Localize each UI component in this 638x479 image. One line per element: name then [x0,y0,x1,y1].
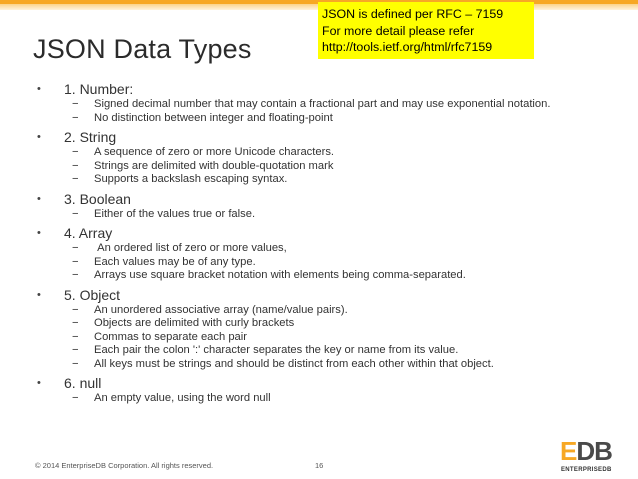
bullet-list [0,81,600,410]
sub-item [72,255,574,270]
logo-letters [560,436,612,467]
sub-item [72,357,574,372]
topic-label: 3. Boolean [64,190,131,207]
topic-item [0,81,600,125]
sub-item [72,392,574,406]
sub-item [72,303,574,318]
sub-item [72,159,574,174]
bullet-icon: • [37,227,41,239]
sub-item [72,317,574,331]
dash-icon: − [72,146,79,158]
sub-item [72,173,574,187]
sub-item-text: Signed decimal number that may contain a fractional part and may use exponential notation. [94,98,551,110]
dash-icon: − [72,255,79,268]
sub-item [72,98,574,112]
bullet-icon: • [37,131,41,143]
sub-item-text: Arrays use square bracket notation with elements being comma-separated. [94,269,466,281]
topic-item [0,191,600,222]
topic-label: 2. String [64,129,117,145]
sub-item [72,344,574,358]
page-number: 16 [315,461,324,470]
dash-icon: − [72,173,79,185]
dash-icon: − [72,159,79,172]
dash-icon: − [72,242,79,254]
sub-item [72,146,574,160]
bullet-icon: • [37,83,41,95]
sub-item-text: Commas to separate each pair [94,330,247,343]
topic-label: 6. null [64,375,102,391]
topic-item [0,129,600,187]
sub-item-text: An ordered list of zero or more values, [94,242,287,254]
sub-item-text: Strings are delimited with double-quotation mark [94,159,334,172]
callout-link-text: http://tools.ietf.org/html/rfc7159 [322,40,493,54]
dash-icon: − [72,344,79,356]
sub-item-text: A sequence of zero or more Unicode characters. [94,146,335,158]
sub-item [72,207,574,222]
topic-label: 5. Object [64,286,121,303]
topic-item [0,375,600,406]
sub-item-text: No distinction between integer and floating-point [94,111,333,124]
rfc-callout-box [318,2,534,59]
sub-item [72,330,574,345]
logo-letter-e: E [560,436,577,466]
dash-icon: − [72,111,79,124]
sub-item-text: Each pair the colon ':' character separates the key or name from its value. [94,344,459,356]
topic-label: 4. Array [64,225,113,241]
sub-item-text: An unordered associative array (name/value pairs). [94,303,348,316]
sub-item-text: All keys must be strings and should be distinct from each other within that object. [94,357,494,370]
callout-line: For more detail please refer [322,23,475,38]
sub-item [72,242,574,256]
topic-label: 1. Number: [64,81,134,97]
topic-item [0,225,600,283]
sub-item-text: Each values may be of any type. [94,255,256,268]
sub-item [72,269,574,283]
dash-icon: − [72,357,79,370]
topic-item [0,287,600,372]
dash-icon: − [72,207,79,220]
copyright-footer: © 2014 EnterpriseDB Corporation. All rights reserved. [35,461,214,470]
sub-item-text: Either of the values true or false. [94,207,256,220]
logo-tagline: ENTERPRISEDB [561,467,612,473]
bullet-icon: • [37,288,41,301]
callout-line: JSON is defined per RFC – 7159 [322,7,504,21]
bullet-icon: • [37,377,41,389]
edb-logo [560,436,626,478]
slide-title: JSON Data Types [33,34,252,64]
logo-letters-db: DB [576,436,612,466]
dash-icon: − [72,317,79,329]
dash-icon: − [72,269,79,281]
dash-icon: − [72,303,79,316]
dash-icon: − [72,392,79,404]
dash-icon: − [72,330,79,343]
dash-icon: − [72,98,79,110]
sub-item-text: Supports a backslash escaping syntax. [94,173,288,185]
sub-item-text: Objects are delimited with curly brackets [94,317,295,329]
sub-item-text: An empty value, using the word null [94,392,271,404]
bullet-icon: • [37,192,41,205]
sub-item [72,111,574,126]
